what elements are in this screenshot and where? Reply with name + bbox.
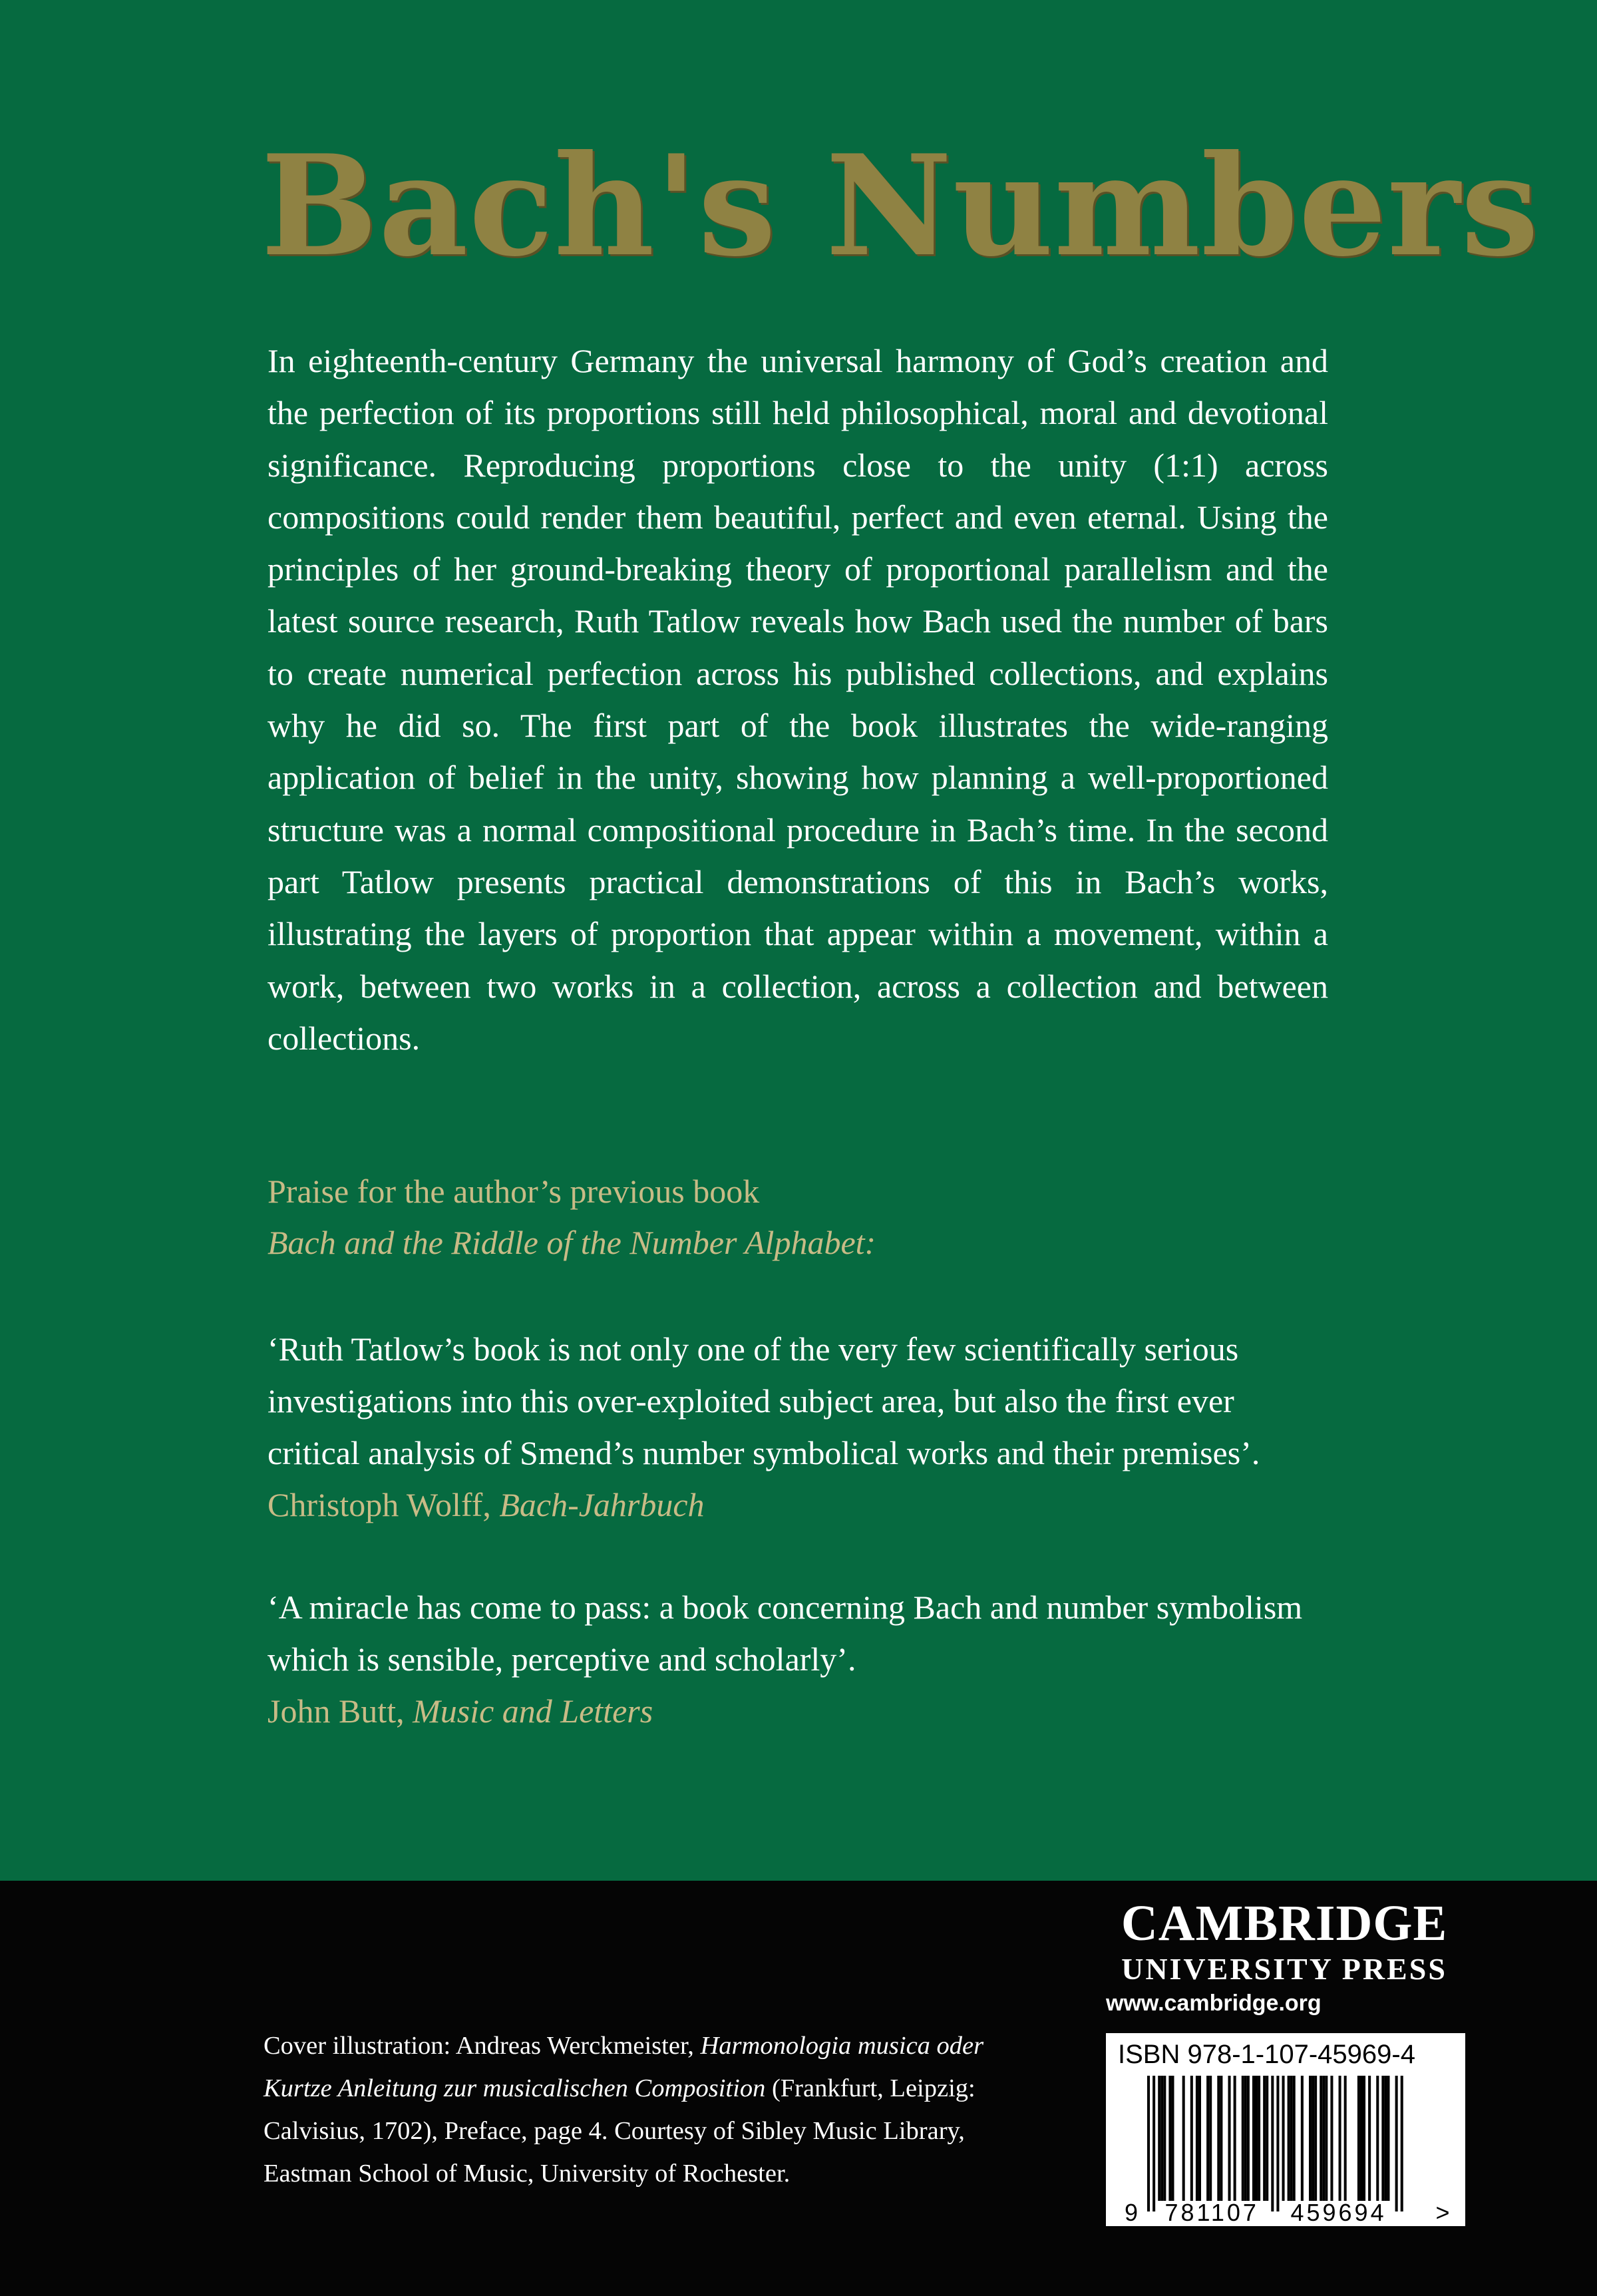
barcode-bar <box>1357 2076 1360 2201</box>
barcode-bar <box>1288 2076 1290 2201</box>
review-quote-1 <box>267 1323 1332 1531</box>
barcode-bar <box>1290 2076 1293 2201</box>
barcode-bar <box>1282 2076 1285 2201</box>
barcode-digits-right: 459694 <box>1290 2199 1387 2226</box>
barcode-bar <box>1190 2076 1193 2201</box>
quote-publication: Music and Letters <box>413 1692 653 1730</box>
barcode-bar <box>1381 2076 1384 2201</box>
quote-text: ‘Ruth Tatlow’s book is not only one of the very few scientifically serious investigations into this over-exploited subject area, but also the first ever critical analysis of Smend’s number symbolical works and their premises’. <box>267 1330 1260 1471</box>
barcode-bar <box>1168 2076 1171 2201</box>
barcode-end-mark: > <box>1435 2199 1453 2226</box>
barcode-bar <box>1344 2076 1347 2201</box>
barcode-bar <box>1360 2076 1363 2201</box>
barcode-bar <box>1330 2076 1333 2201</box>
barcode-bar <box>1244 2076 1247 2201</box>
barcode-bar <box>1320 2076 1322 2201</box>
barcode-bar <box>1325 2076 1328 2201</box>
cover-credit <box>264 2024 995 2195</box>
credit-courtesy: Courtesy of Sibley Music Library, Eastman School of Music, University of Rochester. <box>264 2117 965 2188</box>
barcode-bar <box>1147 2076 1150 2211</box>
barcode-bar <box>1158 2076 1160 2201</box>
barcode-bar <box>1163 2076 1166 2201</box>
credit-work-title: Harmonologia musica oder Kurtze Anleitung zur musicalischen Composition <box>264 2032 984 2102</box>
credit-prefix: Cover illustration: Andreas Werckmeister, <box>264 2032 694 2060</box>
barcode-bar <box>1234 2076 1236 2201</box>
credit-details: (Frankfurt, Leipzig: Calvisius, 1702), Preface, page 4. <box>264 2074 976 2145</box>
review-quote-2 <box>267 1581 1332 1737</box>
barcode-bar <box>1301 2076 1304 2201</box>
barcode-bar <box>1252 2076 1255 2201</box>
quote-author: John Butt, <box>267 1692 405 1730</box>
barcode-bar <box>1309 2076 1312 2201</box>
praise-heading: Praise for the author’s previous book <box>267 1173 760 1210</box>
barcode-bar <box>1376 2076 1379 2201</box>
barcode-digits-left: 781107 <box>1164 2199 1259 2226</box>
barcode-bar <box>1153 2076 1155 2211</box>
barcode-bar <box>1387 2076 1389 2201</box>
book-description: In eighteenth-century Germany the universal harmony of God’s creation and the perfection of its proportions still held philosophical, moral and devotional significance. Reproducing proportions close to the unity (1:1) across compositions could render them beautiful, perfect and even eternal. Using the principles of her ground-breaking theory of proportional parallelism and the latest source research, Ruth Tatlow reveals how Bach used the number of bars to create numerical perfection across his published collections, and explains why he did so. The first part of the book illustrates the wide-ranging application of belief in the unity, showing how planning a well-proportioned structure was a normal compositional procedure in Bach’s time. In the second part Tatlow presents practical demonstrations of this in Bach’s works, illustrating the layers of proportion that appear within a movement, within a work, between two works in a collection, across a collection and between collections. <box>267 342 1328 1057</box>
book-title: Bach's Numbers <box>261 125 1540 287</box>
previous-book-title: Bach and the Riddle of the Number Alphabet: <box>267 1224 876 1261</box>
quote-author: Christoph Wolff, <box>267 1486 491 1523</box>
publisher-url: www.cambridge.org <box>1106 1991 1322 2016</box>
quote-publication: Bach-Jahrbuch <box>499 1486 705 1523</box>
barcode-bar <box>1266 2076 1268 2201</box>
barcode-bar <box>1395 2076 1398 2211</box>
barcode-bar <box>1228 2076 1231 2201</box>
isbn-barcode-box <box>1106 2033 1465 2226</box>
barcode-bar <box>1322 2076 1325 2201</box>
barcode-bar <box>1368 2076 1371 2201</box>
barcode-bar <box>1160 2076 1163 2201</box>
barcode-bar <box>1312 2076 1314 2201</box>
praise-heading-block <box>267 1166 1332 1268</box>
barcode-bar <box>1401 2076 1403 2211</box>
barcode-bar <box>1276 2076 1279 2211</box>
quote-source <box>267 1479 1332 1531</box>
barcode-digit-lead: 9 <box>1124 2199 1141 2226</box>
publisher-logo <box>1105 1895 1464 2019</box>
barcode-bar <box>1271 2076 1274 2211</box>
barcode-bar <box>1209 2076 1212 2201</box>
publisher-subname: UNIVERSITY PRESS <box>1121 1952 1447 1986</box>
barcode-bar <box>1196 2076 1198 2201</box>
isbn-label: ISBN 978-1-107-45969-4 <box>1118 2040 1415 2069</box>
barcode-bar <box>1217 2076 1220 2201</box>
barcode-bar <box>1198 2076 1201 2201</box>
publisher-name: CAMBRIDGE <box>1121 1895 1448 1951</box>
barcode-bar <box>1384 2076 1387 2201</box>
barcode-bar <box>1242 2076 1244 2201</box>
barcode-bar <box>1247 2076 1250 2201</box>
quote-source <box>267 1685 1332 1737</box>
barcode-bar <box>1255 2076 1258 2201</box>
barcode-bar <box>1263 2076 1266 2201</box>
barcode-bar <box>1314 2076 1317 2201</box>
barcode-bar <box>1339 2076 1341 2201</box>
quote-text: ‘A miracle has come to pass: a book concerning Bach and number symbolism which is sensible, perceptive and scholarly’. <box>267 1589 1303 1678</box>
barcode-bar <box>1206 2076 1209 2201</box>
barcode-bar <box>1258 2076 1260 2201</box>
barcode-bar <box>1220 2076 1222 2201</box>
barcode-bar <box>1293 2076 1296 2201</box>
barcode-bar <box>1363 2076 1365 2201</box>
barcode-bar <box>1171 2076 1174 2201</box>
barcode-bar <box>1182 2076 1185 2201</box>
